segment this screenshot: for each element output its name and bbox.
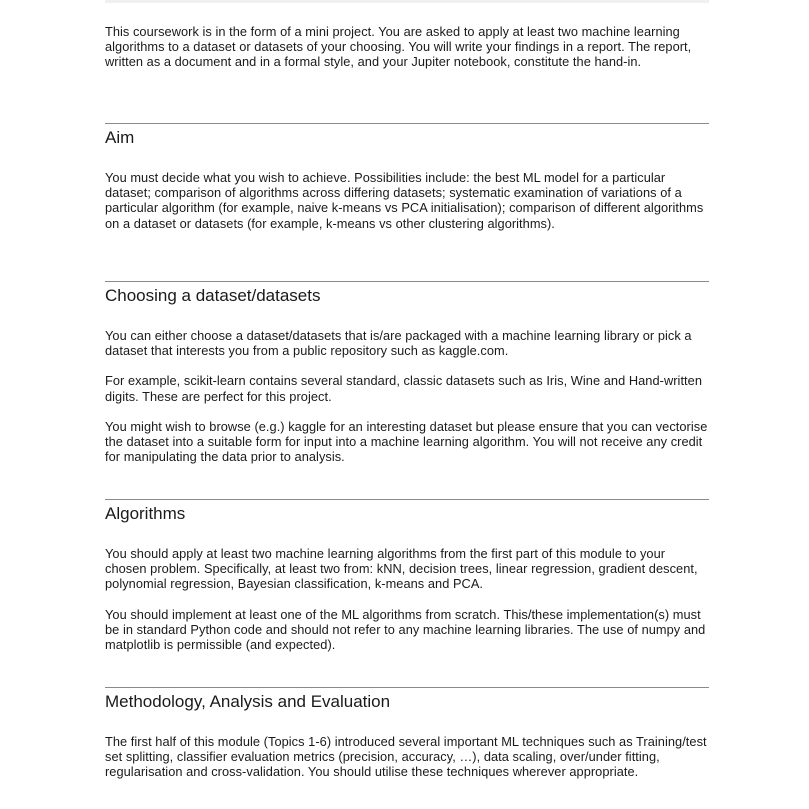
paragraph: The first half of this module (Topics 1-6) introduced several important ML techniques such as Training/test set splitting, classifier evaluation metrics (precision, accuracy, …), data scaling, over/under fitting, regularisation and cross-validation. You should utilise these techniques wherever appropriate. xyxy=(105,734,707,780)
intro-paragraph: This coursework is in the form of a mini project. You are asked to apply at least two machine learning algorithms to a dataset or datasets of your choosing. You will write your findings in a report. The report, written as a document and in a formal style, and your Jupiter notebook, constitute the hand-in. xyxy=(105,24,692,70)
section-choosing-dataset xyxy=(105,281,709,464)
section-divider xyxy=(105,687,709,688)
section-body xyxy=(105,170,709,231)
section-heading: Methodology, Analysis and Evaluation xyxy=(105,692,391,711)
section-body xyxy=(105,546,709,652)
section-divider xyxy=(105,499,709,500)
section-algorithms xyxy=(105,499,709,652)
section-divider xyxy=(105,281,709,282)
section-divider xyxy=(105,123,709,124)
section-aim xyxy=(105,123,709,231)
section-body xyxy=(105,734,709,780)
paragraph: You can either choose a dataset/datasets that is/are packaged with a machine learning library or pick a dataset that interests you from a public repository such as kaggle.com. xyxy=(105,328,692,359)
paragraph: For example, scikit-learn contains several standard, classic datasets such as Iris, Wine and Hand-written digits. These are perfect for this project. xyxy=(105,373,702,404)
top-rule xyxy=(105,0,709,3)
paragraph: You should apply at least two machine learning algorithms from the first part of this module to your chosen problem. Specifically, at least two from: kNN, decision trees, linear regression, gradient descent, polynomial regression, Bayesian classification, k-means and PCA. xyxy=(105,546,698,592)
paragraph: You must decide what you wish to achieve. Possibilities include: the best ML model for a particular dataset; comparison of algorithms across differing datasets; systematic examination of variations of a particular algorithm (for example, naive k-means vs PCA initialisation); comparison of different algorithms on a dataset or datasets (for example, k-means vs other clustering algorithms). xyxy=(105,170,704,231)
section-body xyxy=(105,328,709,464)
section-heading: Algorithms xyxy=(105,504,186,523)
section-heading: Choosing a dataset/datasets xyxy=(105,286,321,305)
section-methodology xyxy=(105,687,709,780)
section-heading: Aim xyxy=(105,128,135,147)
paragraph: You should implement at least one of the ML algorithms from scratch. This/these implementation(s) must be in standard Python code and should not refer to any machine learning libraries. The use of numpy and matplotlib is permissible (and expected). xyxy=(105,606,706,653)
paragraph: You might wish to browse (e.g.) kaggle for an interesting dataset but please ensure that you can vectorise the dataset into a suitable form for input into a machine learning algorithm. You will not receive any credit for manipulating the data prior to analysis. xyxy=(105,418,708,465)
intro-block xyxy=(105,24,709,70)
